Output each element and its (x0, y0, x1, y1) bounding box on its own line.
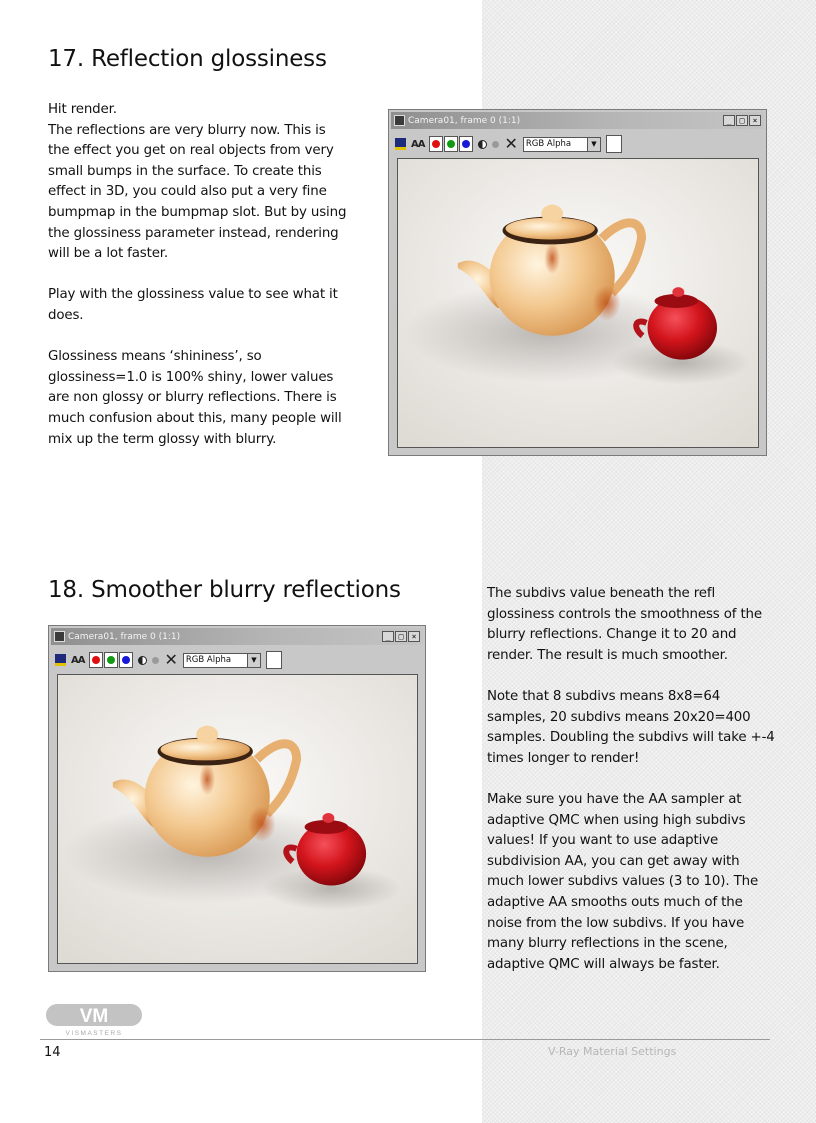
logo-text: VM (79, 1006, 109, 1027)
render-window-2 (48, 625, 426, 972)
section-17-paragraph-3: Glossiness means ‘shininess’, so glossiness=1.0 is 100% shiny, lower values are non glossy or blurry reflections. There is much confusion about this, many people will mix up the term glossy with blurry. (48, 349, 342, 447)
page-number: 14 (44, 1045, 61, 1060)
clear-icon[interactable]: ✕ (504, 134, 518, 153)
channel-select[interactable] (183, 653, 261, 668)
alpha-channel-icon[interactable] (138, 656, 147, 665)
channel-select[interactable] (523, 137, 601, 152)
section-18-paragraph-2: Note that 8 subdivs means 8x8=64 samples, 20 subdivs means 20x20=400 samples. Doubling the subdivs will take +-4 times longer to render! (487, 688, 775, 766)
channel-select-value: RGB Alpha (185, 655, 232, 665)
blue-channel-toggle[interactable] (459, 136, 473, 152)
render-window-2-toolbar (55, 649, 419, 671)
vismasters-logo (46, 1003, 144, 1037)
close-button[interactable]: × (749, 115, 761, 126)
chevron-down-icon: ▼ (247, 654, 260, 667)
maximize-button[interactable]: □ (736, 115, 748, 126)
blue-channel-toggle[interactable] (119, 652, 133, 668)
red-dot-icon (432, 140, 440, 148)
section-18-heading: 18. Smoother blurry reflections (48, 577, 401, 603)
blue-dot-icon (462, 140, 470, 148)
clone-window-icon[interactable]: AA (71, 654, 85, 666)
render-window-2-titlebar[interactable] (51, 628, 423, 645)
channel-select-value: RGB Alpha (525, 139, 572, 149)
section-18-paragraph-1: The subdivs value beneath the refl glossiness controls the smoothness of the blurry reflections. Change it to 20 and render. The result is much smoother. (487, 586, 762, 663)
color-swatch[interactable] (606, 135, 622, 153)
green-dot-icon (107, 656, 115, 664)
maximize-button[interactable]: □ (395, 631, 407, 642)
render-window-1-toolbar (395, 133, 760, 155)
camera-app-icon (54, 631, 65, 642)
minimize-button[interactable]: _ (382, 631, 394, 642)
save-image-icon[interactable] (55, 654, 66, 666)
teapot-render-image-1 (398, 159, 758, 447)
green-channel-toggle[interactable] (104, 652, 118, 668)
save-image-icon[interactable] (395, 138, 406, 150)
clear-icon[interactable]: ✕ (164, 650, 178, 669)
red-dot-icon (92, 656, 100, 664)
red-channel-toggle[interactable] (429, 136, 443, 152)
section-17-body (48, 100, 348, 450)
render-window-2-title: Camera01, frame 0 (1:1) (68, 631, 181, 642)
red-channel-toggle[interactable] (89, 652, 103, 668)
camera-app-icon (394, 115, 405, 126)
render-window-1-title: Camera01, frame 0 (1:1) (408, 115, 521, 126)
alpha-channel-icon[interactable] (478, 140, 487, 149)
section-18-body (487, 584, 779, 975)
section-17-heading: 17. Reflection glossiness (48, 46, 327, 72)
footer-divider (40, 1039, 770, 1040)
footer-document-title: V-Ray Material Settings (548, 1045, 677, 1058)
clone-window-icon[interactable]: AA (411, 138, 425, 150)
logo-subtext: VISMASTERS (65, 1030, 123, 1037)
green-dot-icon (447, 140, 455, 148)
teapot-render-image-2 (58, 675, 417, 963)
close-button[interactable]: × (408, 631, 420, 642)
render-viewport-1 (397, 158, 759, 448)
mono-channel-icon[interactable] (492, 141, 499, 148)
render-window-1 (388, 109, 767, 456)
render-window-1-titlebar[interactable] (391, 112, 764, 129)
green-channel-toggle[interactable] (444, 136, 458, 152)
section-17-paragraph-1: Hit render. The reflections are very blurry now. This is the effect you get on real objects from very small bumps in the surface. To create this effect in 3D, you could also put a very fine bumpmap in the bumpmap slot. But by using the glossiness parameter instead, rendering will be a lot faster. (48, 102, 347, 262)
mono-channel-icon[interactable] (152, 657, 159, 664)
section-17-paragraph-2: Play with the glossiness value to see what it does. (48, 287, 338, 323)
blue-dot-icon (122, 656, 130, 664)
chevron-down-icon: ▼ (587, 138, 600, 151)
minimize-button[interactable]: _ (723, 115, 735, 126)
render-viewport-2 (57, 674, 418, 964)
section-18-paragraph-3: Make sure you have the AA sampler at adaptive QMC when using high subdivs values! If you want to use adaptive subdivision AA, you can get away with much lower subdivs values (3 to 10). The adaptive AA smooths outs much of the noise from the low subdivs. If you have many blurry reflections in the scene, adaptive QMC will always be faster. (487, 791, 759, 972)
color-swatch[interactable] (266, 651, 282, 669)
